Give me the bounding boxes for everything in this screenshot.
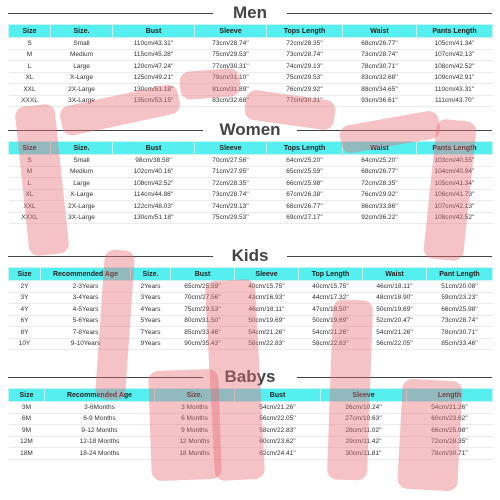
table-cell: S (9, 155, 51, 167)
table-cell: XXXL (9, 212, 51, 224)
table-cell: 75cm/29.53'' (195, 49, 267, 61)
table-row (9, 166, 493, 178)
table-cell: 60cm/23.62'' (407, 413, 493, 425)
table-cell: 58cm/22.83'' (235, 425, 321, 437)
table-cell: 110cm/43.31'' (417, 84, 493, 96)
table-cell: 60cm/23.62'' (235, 436, 321, 448)
table-row (9, 61, 493, 73)
column-header: Size. (51, 142, 113, 155)
column-header: Waist (363, 268, 427, 281)
table-cell: 47cm/18.50'' (299, 304, 363, 316)
title-divider-right (297, 377, 492, 378)
column-header: Size (9, 389, 45, 402)
table-cell: 125cm/49.21'' (113, 72, 195, 84)
table-cell: 85cm/33.46'' (427, 338, 493, 350)
table-cell: 68cm/26.77'' (267, 201, 343, 213)
table-cell: 44cm/17.32'' (299, 292, 363, 304)
column-header: Top Length (299, 268, 363, 281)
column-header: Size. (51, 25, 113, 38)
table-row (9, 49, 493, 61)
column-header: Length (407, 389, 493, 402)
table-cell: 92cm/36.22'' (343, 212, 417, 224)
column-header: Sleeve (195, 25, 267, 38)
table-cell: 73cm/28.74'' (427, 315, 493, 327)
table-cell: 80cm/31.50'' (171, 315, 235, 327)
table-cell: 3 Months (155, 402, 235, 414)
table-cell: 2-3Years (41, 281, 131, 293)
table-cell: 70cm/27.56'' (171, 292, 235, 304)
table-cell: 5-6Years (41, 315, 131, 327)
table-cell: 8Y (9, 327, 41, 339)
table-row (9, 315, 493, 327)
column-header: Sleeve (195, 142, 267, 155)
table-cell: 72cm/28.35'' (195, 178, 267, 190)
table-row (9, 436, 493, 448)
table-cell: 107cm/42.13'' (417, 49, 493, 61)
table-header-row (9, 142, 493, 155)
table-cell: 83cm/32.68'' (343, 72, 417, 84)
table-row (9, 327, 493, 339)
table-cell: 56cm/22.05'' (363, 338, 427, 350)
table-cell: 18 Months (155, 448, 235, 460)
table-cell: Small (51, 155, 113, 167)
table-cell: 3Y (9, 292, 41, 304)
table-cell: S (9, 38, 51, 50)
table-cell: Large (51, 178, 113, 190)
column-header: Sleeve (235, 268, 299, 281)
table-cell: 51cm/20.08'' (427, 281, 493, 293)
men-size-table (8, 24, 493, 107)
table-cell: 66cm/25.98'' (427, 304, 493, 316)
table-cell: 48cm/18.90'' (363, 292, 427, 304)
column-header: Pants Length (417, 25, 493, 38)
column-header: Tops Length (267, 142, 343, 155)
column-header: Waist (343, 25, 417, 38)
table-cell: 120cm/47.24'' (113, 61, 195, 73)
table-cell: 50cm/19.69'' (299, 315, 363, 327)
table-cell: 58cm/22.83'' (235, 338, 299, 350)
table-cell: 85cm/33.46'' (171, 327, 235, 339)
table-cell: 69cm/27.17'' (267, 212, 343, 224)
table-cell: 10Y (9, 338, 41, 350)
women-size-table (8, 141, 493, 224)
column-header: Size (9, 25, 51, 38)
table-row (9, 38, 493, 50)
table-cell: 3M (9, 402, 45, 414)
table-cell: 18-24 Months (45, 448, 155, 460)
table-cell: 7Years (131, 327, 171, 339)
table-cell: 130cm/51.18'' (113, 84, 195, 96)
column-header: Pants Length (417, 142, 493, 155)
table-cell: 83cm/32.68'' (195, 95, 267, 107)
table-cell: 6Y (9, 315, 41, 327)
table-cell: 135cm/53.15'' (113, 95, 195, 107)
table-cell: 72cm/28.35'' (407, 436, 493, 448)
table-cell: 79cm/31.10'' (195, 72, 267, 84)
title-divider-right (287, 256, 492, 257)
women-section (0, 119, 500, 224)
table-cell: 75cm/29.53'' (195, 212, 267, 224)
table-cell: 43cm/16.93'' (235, 292, 299, 304)
table-row (9, 155, 493, 167)
babys-size-table (8, 388, 493, 460)
table-cell: 9 Months (155, 425, 235, 437)
table-cell: 105cm/41.34'' (417, 38, 493, 50)
column-header: Tops Length (267, 25, 343, 38)
table-cell: 103cm/40.55'' (417, 155, 493, 167)
table-cell: 64cm/25.20'' (267, 155, 343, 167)
column-header: Size. (131, 268, 171, 281)
column-header: Waist (343, 142, 417, 155)
table-cell: 68cm/26.77'' (343, 38, 417, 50)
babys-title-row (0, 366, 500, 388)
table-cell: 4Y (9, 304, 41, 316)
table-cell: M (9, 166, 51, 178)
table-cell: X-Large (51, 72, 113, 84)
column-header: Bust (113, 25, 195, 38)
table-cell: 108cm/42.52'' (417, 61, 493, 73)
table-cell: XXXL (9, 95, 51, 107)
table-row (9, 402, 493, 414)
table-cell: 105cm/41.34'' (417, 178, 493, 190)
table-cell: 64cm/25.20'' (343, 155, 417, 167)
table-cell: 2X-Large (51, 201, 113, 213)
column-header: Recommended Age (45, 389, 155, 402)
table-cell: 6-9 Months (45, 413, 155, 425)
table-cell: 9-10Years (41, 338, 131, 350)
table-cell: 2Y (9, 281, 41, 293)
table-cell: 3X-Large (51, 95, 113, 107)
table-cell: 108cm/42.52'' (113, 178, 195, 190)
table-row (9, 425, 493, 437)
column-header: Size (9, 142, 51, 155)
kids-section (0, 245, 500, 350)
table-cell: 12M (9, 436, 45, 448)
table-cell: 74cm/29.13'' (267, 61, 343, 73)
table-cell: 30cm/11.81'' (321, 448, 407, 460)
table-cell: 56cm/22.05'' (235, 413, 321, 425)
table-cell: 73cm/28.74'' (195, 38, 267, 50)
table-cell: 106cm/41.73'' (417, 189, 493, 201)
table-cell: 2Years (131, 281, 171, 293)
table-cell: 66cm/25.98'' (407, 425, 493, 437)
table-row (9, 201, 493, 213)
table-cell: 3-4Years (41, 292, 131, 304)
table-cell: 59cm/23.23'' (427, 292, 493, 304)
table-cell: 54cm/21.26'' (363, 327, 427, 339)
table-cell: 4Years (131, 304, 171, 316)
women-title: Women (219, 120, 281, 139)
title-divider-right (297, 130, 492, 131)
table-cell: X-Large (51, 189, 113, 201)
table-cell: 107cm/42.13'' (417, 201, 493, 213)
table-cell: 3-6Months (45, 402, 155, 414)
table-cell: 108cm/42.52'' (417, 212, 493, 224)
table-row (9, 448, 493, 460)
table-row (9, 304, 493, 316)
table-cell: 104cm/40.94'' (417, 166, 493, 178)
table-row (9, 338, 493, 350)
column-header: Size. (155, 389, 235, 402)
table-cell: 9Years (131, 338, 171, 350)
men-title-row (0, 2, 500, 24)
table-cell: 54cm/21.26'' (299, 327, 363, 339)
table-cell: 9-12 Months (45, 425, 155, 437)
table-cell: 3Years (131, 292, 171, 304)
column-header: Size (9, 268, 41, 281)
table-cell: 54cm/21.26'' (235, 327, 299, 339)
column-header: Pant Length (427, 268, 493, 281)
table-cell: 18M (9, 448, 45, 460)
table-cell: 40cm/15.75'' (299, 281, 363, 293)
table-cell: 109cm/42.91'' (417, 72, 493, 84)
table-cell: 73cm/28.74'' (195, 189, 267, 201)
table-cell: Medium (51, 166, 113, 178)
table-cell: XXL (9, 201, 51, 213)
table-cell: 73cm/28.74'' (343, 49, 417, 61)
table-cell: 3X-Large (51, 212, 113, 224)
table-cell: XXL (9, 84, 51, 96)
table-row (9, 189, 493, 201)
column-header: Recommended Age (41, 268, 131, 281)
table-cell: 26cm/10.24'' (321, 402, 407, 414)
men-section (0, 2, 500, 107)
table-cell: 73cm/28.74'' (267, 49, 343, 61)
table-cell: 130cm/51.18'' (113, 212, 195, 224)
table-row (9, 212, 493, 224)
table-cell: 6 Months (155, 413, 235, 425)
table-cell: 98cm/38.58'' (113, 155, 195, 167)
table-cell: 5Years (131, 315, 171, 327)
table-cell: M (9, 49, 51, 61)
table-cell: 111cm/43.70'' (417, 95, 493, 107)
table-row (9, 178, 493, 190)
table-cell: 77cm/30.31'' (195, 61, 267, 73)
table-header-row (9, 389, 493, 402)
table-cell: 86cm/33.86'' (343, 201, 417, 213)
table-cell: 76cm/29.92'' (343, 189, 417, 201)
table-cell: 88cm/34.65'' (343, 84, 417, 96)
column-header: Sleeve (321, 389, 407, 402)
table-cell: 58cm/22.83'' (299, 338, 363, 350)
table-cell: L (9, 61, 51, 73)
table-cell: 74cm/29.13'' (195, 201, 267, 213)
table-cell: 90cm/35.43'' (171, 338, 235, 350)
table-cell: 78cm/30.71'' (427, 327, 493, 339)
kids-title-row (0, 245, 500, 267)
table-cell: 7-8Years (41, 327, 131, 339)
table-cell: 29cm/11.42'' (321, 436, 407, 448)
table-cell: 46cm/18.11'' (363, 281, 427, 293)
table-cell: 102cm/40.16'' (113, 166, 195, 178)
table-cell: 62cm/24.41'' (235, 448, 321, 460)
table-cell: XL (9, 72, 51, 84)
table-cell: 52cm/20.47'' (363, 315, 427, 327)
table-cell: 75cm/29.53'' (171, 304, 235, 316)
table-cell: 28cm/11.02'' (321, 425, 407, 437)
table-row (9, 413, 493, 425)
column-header: Bust (171, 268, 235, 281)
table-cell: 50cm/19.69'' (363, 304, 427, 316)
table-row (9, 72, 493, 84)
table-cell: 93cm/36.61'' (343, 95, 417, 107)
table-cell: 12 Months (155, 436, 235, 448)
table-cell: 67cm/26.38'' (267, 189, 343, 201)
women-title-row (0, 119, 500, 141)
table-row (9, 84, 493, 96)
table-cell: 76cm/29.92'' (267, 84, 343, 96)
table-cell: 4-5Years (41, 304, 131, 316)
table-cell: 70cm/27.56'' (195, 155, 267, 167)
title-divider-right (287, 13, 492, 14)
column-header: Bust (113, 142, 195, 155)
table-cell: Small (51, 38, 113, 50)
table-cell: 27cm/10.63'' (321, 413, 407, 425)
table-cell: 110cm/43.31'' (113, 38, 195, 50)
table-cell: 78cm/30.71'' (343, 61, 417, 73)
table-cell: 122cm/48.03'' (113, 201, 195, 213)
table-row (9, 292, 493, 304)
table-cell: 66cm/25.98'' (267, 178, 343, 190)
men-title: Men (233, 3, 267, 22)
table-cell: 54cm/21.26'' (235, 402, 321, 414)
table-cell: 9M (9, 425, 45, 437)
table-cell: 46cm/18.11'' (235, 304, 299, 316)
table-cell: Medium (51, 49, 113, 61)
table-cell: 75cm/29.53'' (267, 72, 343, 84)
table-cell: L (9, 178, 51, 190)
table-cell: 77cm/30.31'' (267, 95, 343, 107)
column-header: Bust (235, 389, 321, 402)
babys-section (0, 366, 500, 460)
table-cell: 78cm/30.71'' (407, 448, 493, 460)
table-cell: 2X-Large (51, 84, 113, 96)
babys-title: Babys (224, 367, 276, 386)
kids-title: Kids (231, 246, 269, 265)
table-cell: 115cm/45.28'' (113, 49, 195, 61)
table-header-row (9, 268, 493, 281)
table-cell: 72cm/28.35'' (343, 178, 417, 190)
table-cell: 72cm/28.35'' (267, 38, 343, 50)
table-cell: 50cm/19.69'' (235, 315, 299, 327)
table-row (9, 95, 493, 107)
table-cell: Large (51, 61, 113, 73)
table-cell: 71cm/27.95'' (195, 166, 267, 178)
table-cell: 65cm/25.59'' (267, 166, 343, 178)
table-cell: 12-18 Months (45, 436, 155, 448)
table-row (9, 281, 493, 293)
table-cell: 65cm/25.59'' (171, 281, 235, 293)
table-cell: 81cm/31.89'' (195, 84, 267, 96)
kids-size-table (8, 267, 493, 350)
table-cell: 40cm/15.75'' (235, 281, 299, 293)
table-cell: 114cm/44.88'' (113, 189, 195, 201)
table-cell: XL (9, 189, 51, 201)
table-cell: 6M (9, 413, 45, 425)
table-cell: 54cm/21.26'' (407, 402, 493, 414)
table-cell: 68cm/26.77'' (343, 166, 417, 178)
table-header-row (9, 25, 493, 38)
